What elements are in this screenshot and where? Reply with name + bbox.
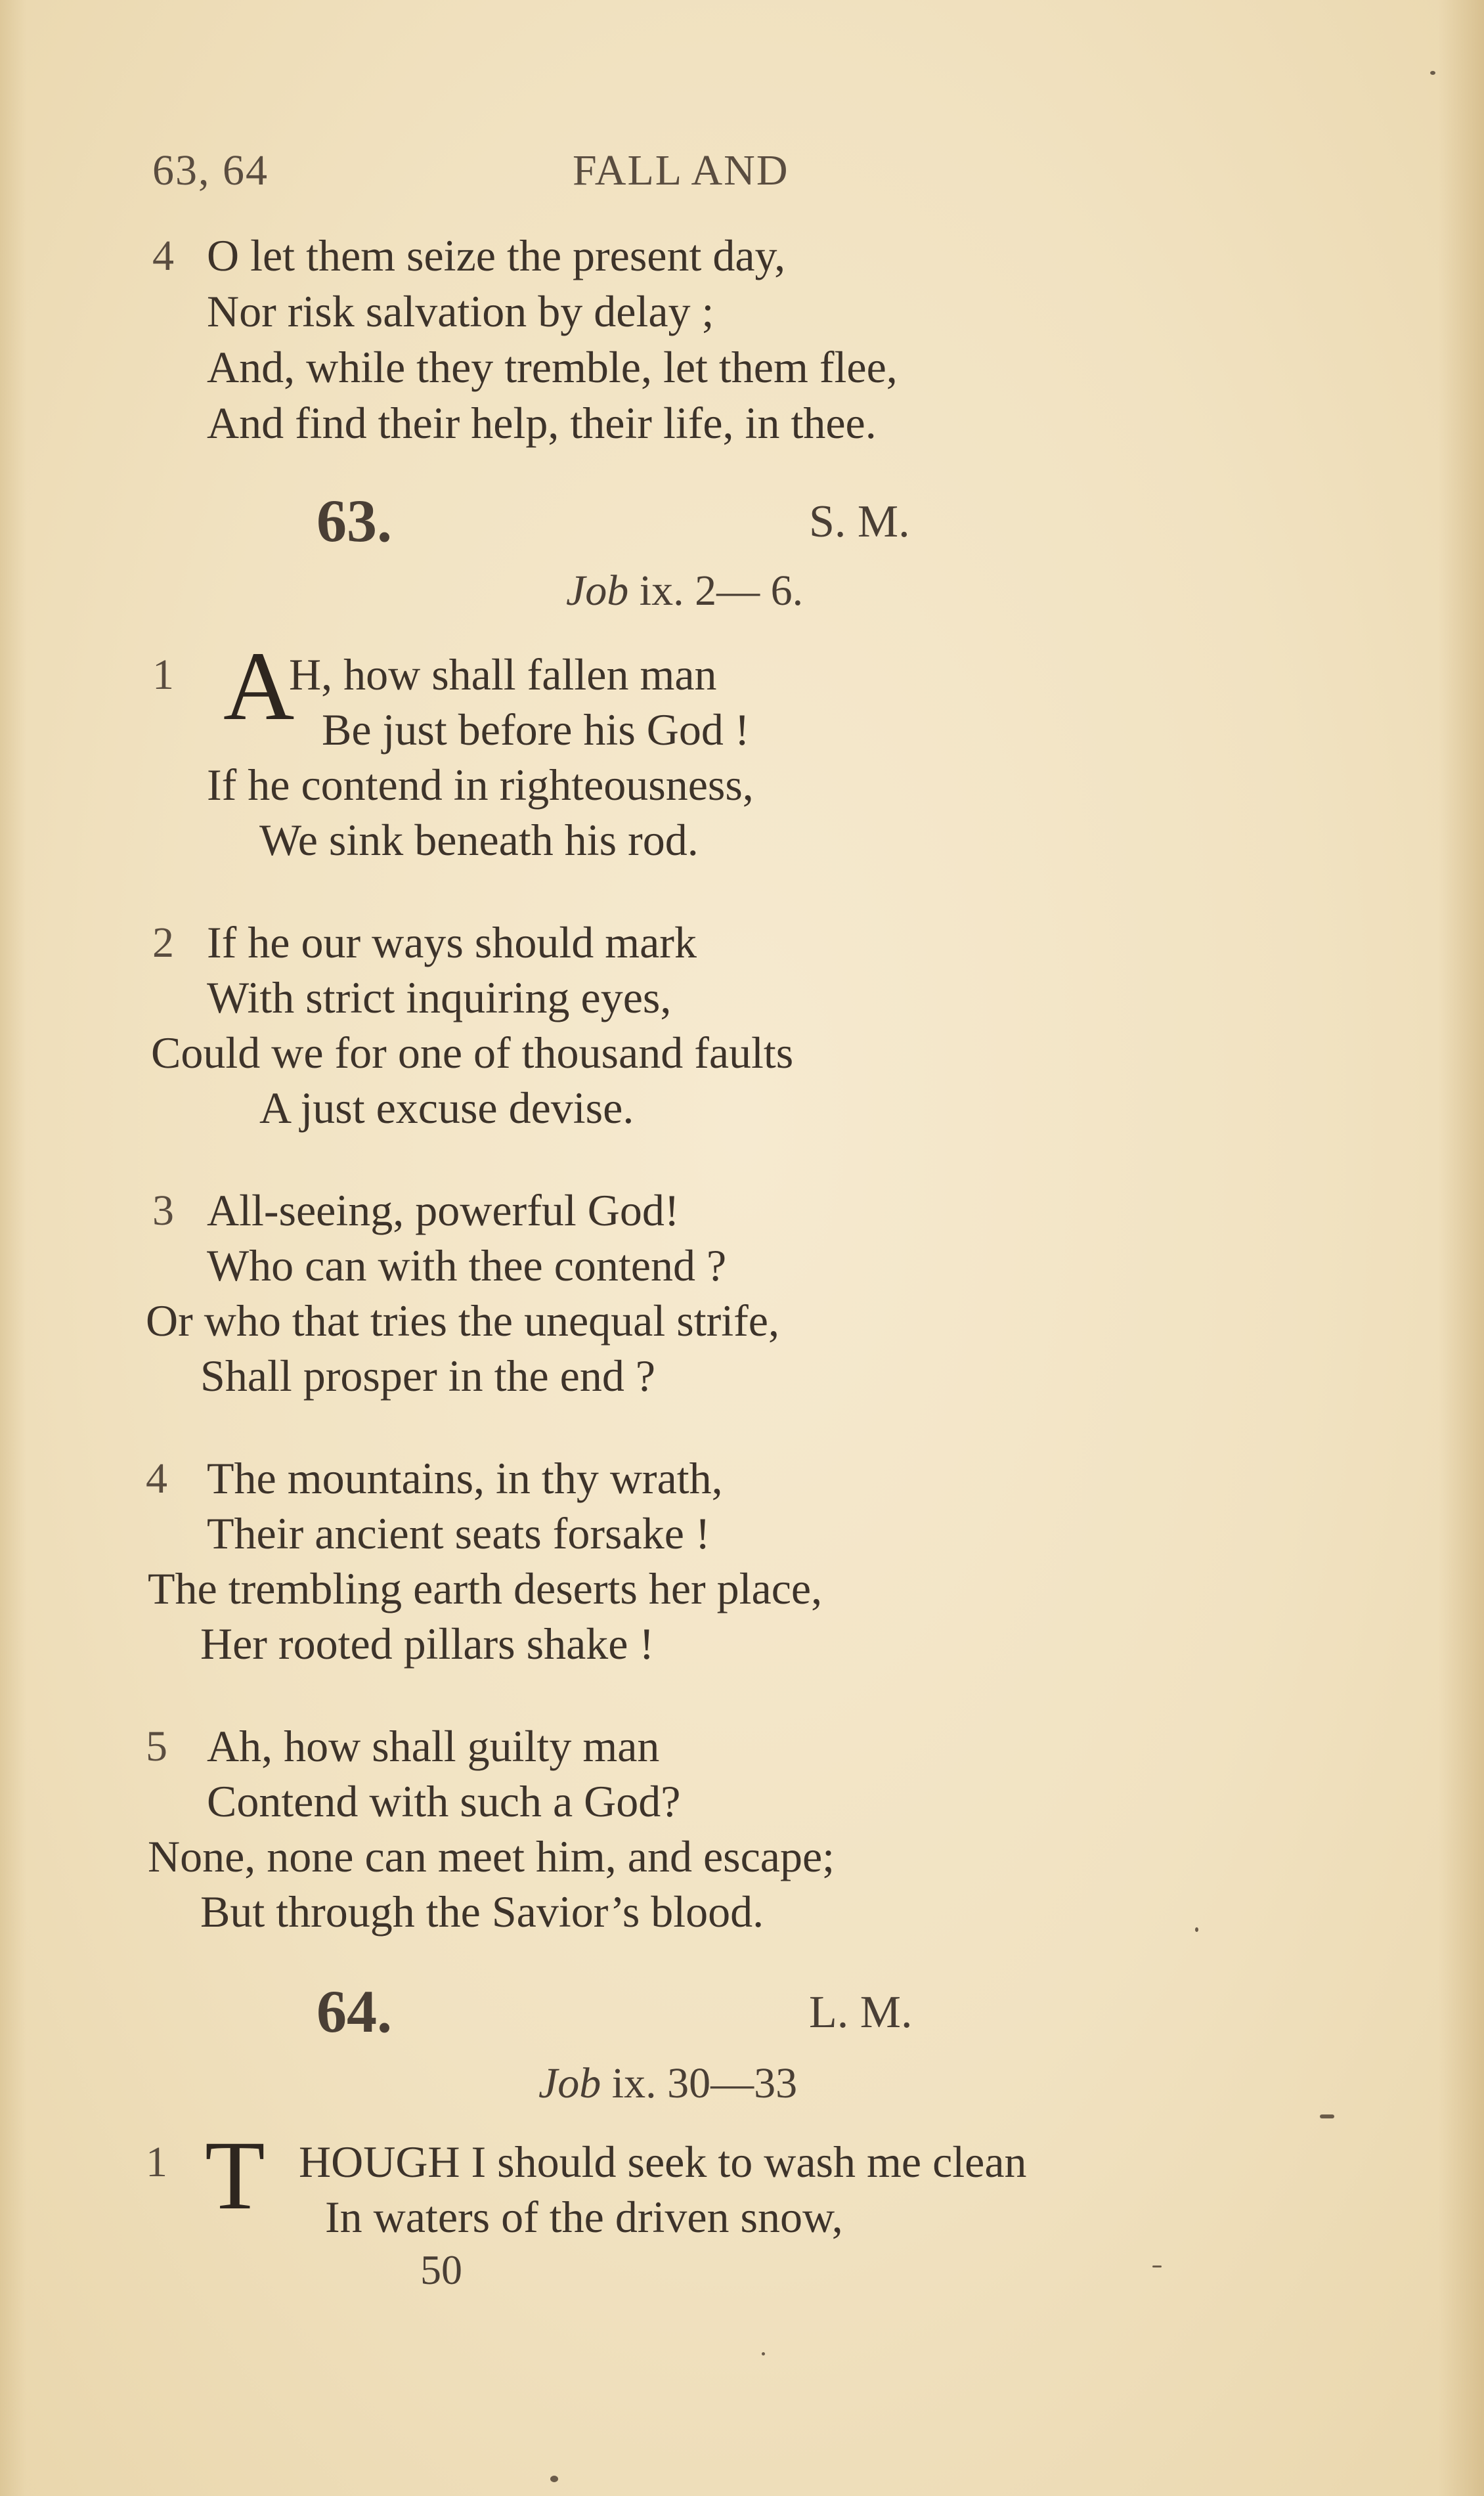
verse-line: A just excuse devise.: [259, 1083, 634, 1133]
verse-number: 5: [146, 1722, 167, 1770]
verse-number: 4: [146, 1455, 167, 1502]
scripture-passage: ix. 2— 6.: [639, 567, 804, 615]
page-number: 50: [420, 2246, 462, 2293]
verse-line: If he our ways should mark: [207, 917, 697, 967]
paper-speck: [1195, 1927, 1198, 1932]
drop-cap: T: [205, 2121, 265, 2230]
hymn-meter: L. M.: [809, 1987, 913, 2038]
verse-line: In waters of the driven snow,: [325, 2192, 843, 2242]
verse-line: We sink beneath his rod.: [259, 815, 699, 865]
verse-line: All-seeing, powerful God!: [207, 1185, 680, 1235]
verse-line: Contend with such a God?: [207, 1776, 681, 1826]
verse-line: O let them seize the present day,: [207, 230, 786, 280]
verse-line: Ah, how shall guilty man: [207, 1721, 660, 1771]
paper-speck: [1320, 2114, 1334, 2118]
verse-line: None, none can meet him, and escape;: [148, 1831, 835, 1881]
verse-number: 3: [152, 1187, 174, 1235]
verse-line: With strict inquiring eyes,: [207, 973, 672, 1022]
verse-line: The mountains, in thy wrath,: [207, 1453, 723, 1503]
verse-line: Her rooted pillars shake !: [200, 1619, 655, 1669]
paper-speck: [1152, 2266, 1162, 2267]
paper-speck: [762, 2352, 765, 2355]
verse-line: HOUGH I should seek to wash me clean: [299, 2137, 1027, 2187]
page-range: 63, 64: [152, 146, 269, 194]
running-title: FALL AND: [573, 146, 789, 194]
verse-line: If he contend in righteousness,: [207, 760, 754, 810]
scripture-book: Job: [538, 2059, 601, 2107]
verse-line: But through the Savior’s blood.: [200, 1887, 764, 1937]
verse-number: 1: [152, 651, 174, 699]
paper-speck: [550, 2476, 558, 2482]
verse-line: Be just before his God !: [322, 705, 750, 755]
verse-line: Could we for one of thousand faults: [151, 1028, 794, 1078]
verse-line: And find their help, their life, in thee.: [207, 398, 877, 448]
verse-line: And, while they tremble, let them flee,: [207, 342, 898, 392]
hymn-meter: S. M.: [809, 496, 910, 547]
paper-speck: [1430, 71, 1435, 75]
verse-line: Or who that tries the unequal strife,: [146, 1296, 779, 1346]
scripture-book: Job: [566, 567, 629, 615]
hymn-number: 63.: [316, 487, 392, 554]
verse-line: Shall prosper in the end ?: [200, 1351, 656, 1401]
page-edge-shadow-right: [1438, 0, 1484, 2496]
verse-line: The trembling earth deserts her place,: [148, 1564, 823, 1613]
verse-line: Their ancient seats forsake !: [207, 1508, 710, 1558]
scripture-reference: [566, 566, 803, 616]
scripture-passage: ix. 30—33: [611, 2059, 798, 2107]
hymn-number: 64.: [316, 1978, 392, 2045]
scripture-reference: [538, 2059, 797, 2109]
verse-number: 1: [146, 2138, 167, 2186]
verse-number: 4: [152, 232, 174, 280]
drop-cap: A: [223, 632, 295, 741]
verse-line: Who can with thee contend ?: [207, 1240, 727, 1290]
verse-number: 2: [152, 919, 174, 967]
verse-line: H, how shall fallen man: [289, 649, 717, 699]
verse-line: Nor risk salvation by delay ;: [207, 286, 714, 336]
page-edge-shadow-left: [0, 0, 26, 2496]
